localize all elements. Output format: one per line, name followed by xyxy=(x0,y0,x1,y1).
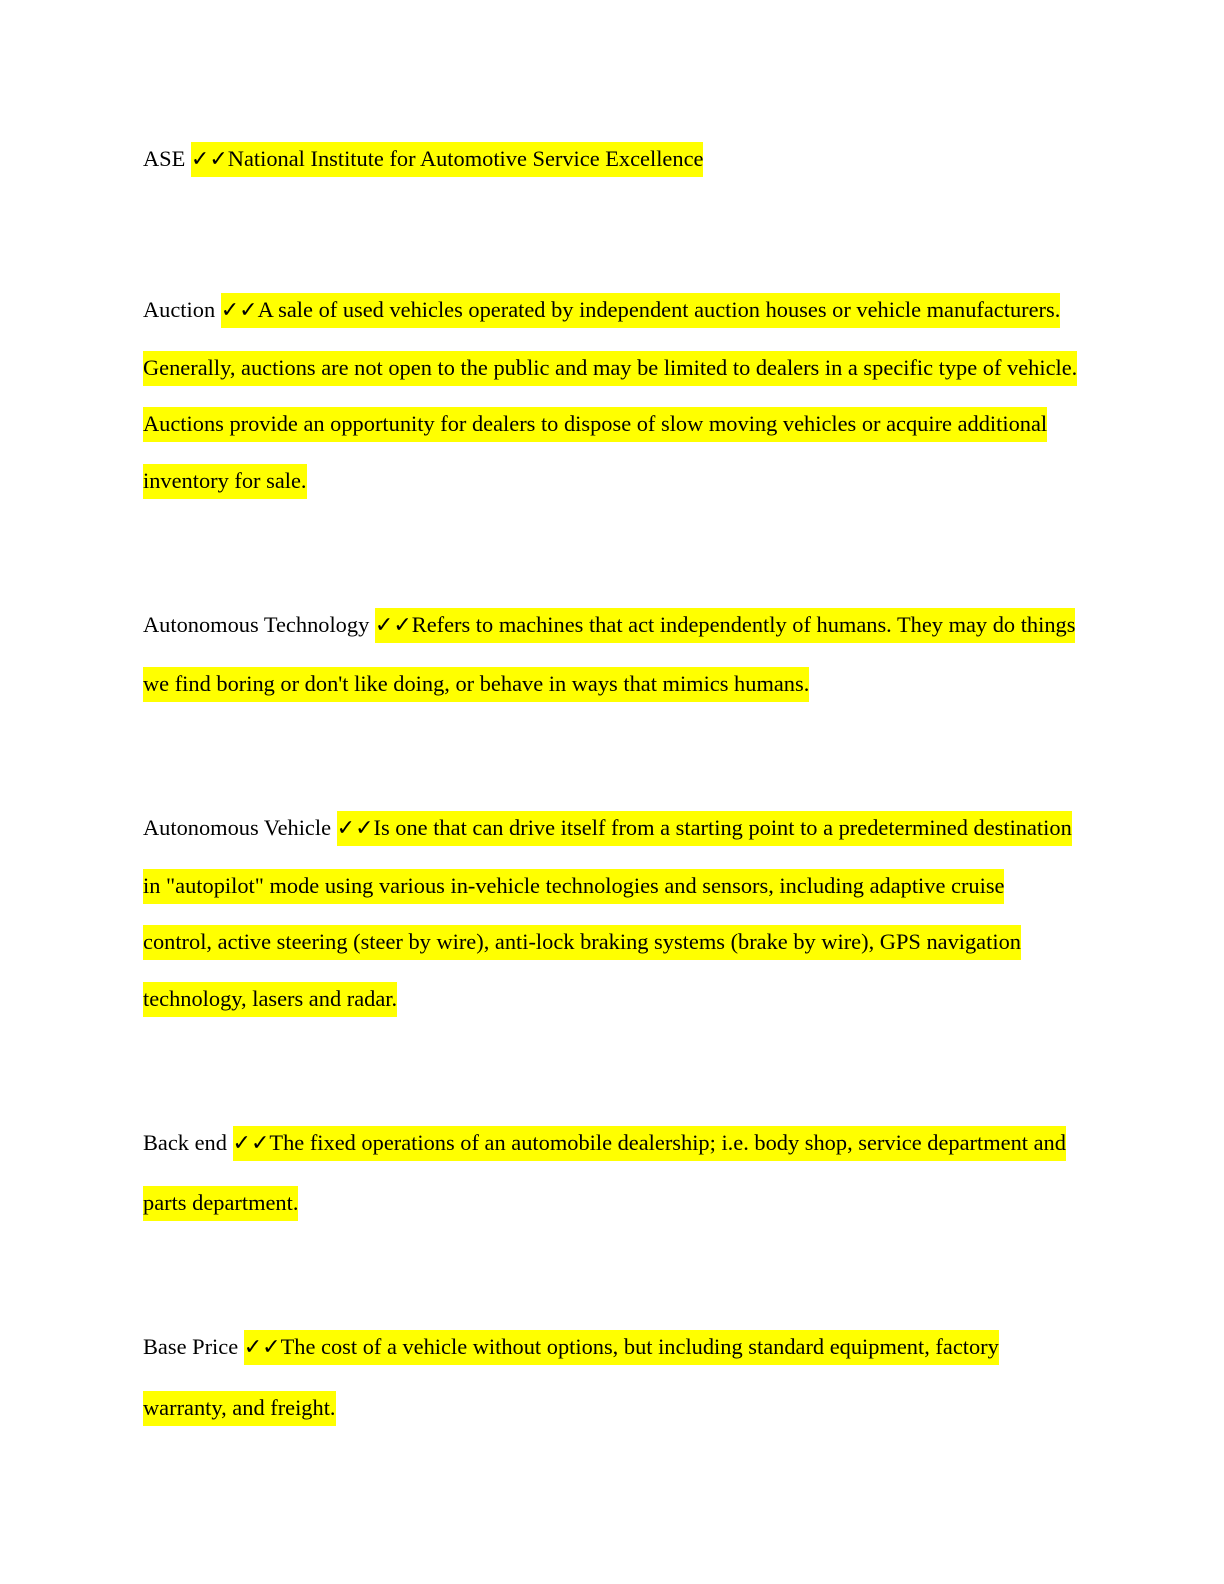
highlighted-definition xyxy=(143,1126,1066,1221)
term: Auction xyxy=(143,297,216,322)
double-check-icon: ✓✓ xyxy=(243,1335,281,1360)
glossary-entry-auction xyxy=(143,282,1078,509)
highlighted-definition xyxy=(143,293,1077,499)
double-check-icon: ✓✓ xyxy=(374,613,412,638)
highlighted-definition xyxy=(143,811,1072,1017)
glossary-entry-ase xyxy=(143,131,1078,188)
highlighted-definition xyxy=(191,142,704,177)
highlighted-definition xyxy=(143,1330,999,1426)
term: Base Price xyxy=(143,1334,239,1359)
term: Back end xyxy=(143,1130,227,1155)
term: ASE xyxy=(143,146,186,171)
definition: Refers to machines that act independently of humans. They may do things we find boring or don't like doing, or behave in ways that mimics humans. xyxy=(143,612,1076,696)
definition: National Institute for Automotive Service Excellence xyxy=(227,146,704,171)
glossary-entry-back-end xyxy=(143,1113,1078,1232)
glossary-entry-base-price xyxy=(143,1317,1078,1438)
definition: The cost of a vehicle without options, but including standard equipment, factory warranty, and freight. xyxy=(143,1334,999,1420)
definition: The fixed operations of an automobile dealership; i.e. body shop, service department and parts department. xyxy=(143,1130,1066,1215)
glossary-entry-autonomous-technology xyxy=(143,596,1078,713)
term: Autonomous Vehicle xyxy=(143,815,332,840)
definition: Is one that can drive itself from a starting point to a predetermined destination in "autopilot" mode using various in-vehicle technologies and sensors, including adaptive cruise control, active steering (steer by wire), anti-lock braking systems (brake by wire), GPS navigation technology, lasers and radar. xyxy=(143,815,1072,1012)
glossary-entry-autonomous-vehicle xyxy=(143,800,1078,1028)
term: Autonomous Technology xyxy=(143,612,370,637)
double-check-icon: ✓✓ xyxy=(336,816,374,841)
double-check-icon: ✓✓ xyxy=(190,147,228,172)
definition: A sale of used vehicles operated by independent auction houses or vehicle manufacturers. Generally, auctions are not open to the public and may be limited to dealers in a specific type of vehicle. Auctions provide an opportunity for dealers to dispose of slow moving vehicles or acquire additional inventory for sale. xyxy=(143,297,1078,493)
double-check-icon: ✓✓ xyxy=(232,1131,270,1156)
double-check-icon: ✓✓ xyxy=(220,298,258,323)
